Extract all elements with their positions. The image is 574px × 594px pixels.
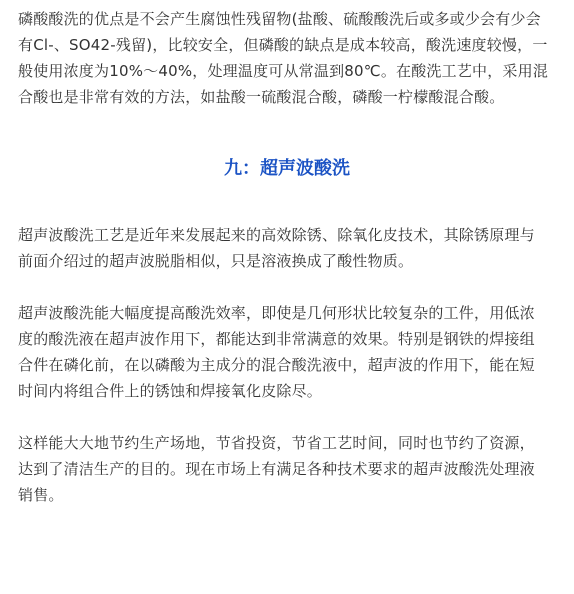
text-line: 合件在磷化前，在以磷酸为主成分的混合酸洗液中，超声波的作用下，能在短 <box>18 356 535 374</box>
text-line: 时间内将组合件上的锈蚀和焊接氧化皮除尽。 <box>18 382 323 400</box>
text-line: 超声波酸洗工艺是近年来发展起来的高效除锈、除氧化皮技术，其除锈原理与 <box>18 226 535 244</box>
text-line: 度的酸洗液在超声波作用下，都能达到非常满意的效果。特别是钢铁的焊接组 <box>18 330 535 348</box>
text-line: 有Cl-、SO42-残留)，比较安全，但磷酸的缺点是成本较高，酸洗速度较慢，一 <box>18 36 548 54</box>
paragraph-ultrasonic-benefits <box>18 404 556 508</box>
article-body <box>18 0 556 508</box>
text-line: 合酸也是非常有效的方法，如盐酸一硫酸混合酸，磷酸一柠檬酸混合酸。 <box>18 88 505 106</box>
text-line: 般使用浓度为10%～40%，处理温度可从常温到80℃。在酸洗工艺中，采用混 <box>18 62 549 80</box>
section-heading: 九：超声波酸洗 <box>224 158 350 179</box>
text-line: 磷酸酸洗的优点是不会产生腐蚀性残留物(盐酸、硫酸酸洗后或多或少会有少会 <box>18 10 541 28</box>
paragraph-ultrasonic-intro <box>18 222 556 274</box>
text-line: 这样能大大地节约生产场地，节省投资，节省工艺时间，同时也节约了资源， <box>18 434 535 452</box>
text-line: 达到了清洁生产的目的。现在市场上有满足各种技术要求的超声波酸洗处理液 <box>18 460 535 478</box>
text-line: 前面介绍过的超声波脱脂相似，只是溶液换成了酸性物质。 <box>18 252 414 270</box>
text-line: 销售。 <box>18 486 64 504</box>
paragraph-phosphoric-acid <box>18 0 556 110</box>
paragraph-ultrasonic-efficiency <box>18 274 556 404</box>
text-line: 超声波酸洗能大幅度提高酸洗效率，即使是几何形状比较复杂的工件，用低浓 <box>18 304 535 322</box>
